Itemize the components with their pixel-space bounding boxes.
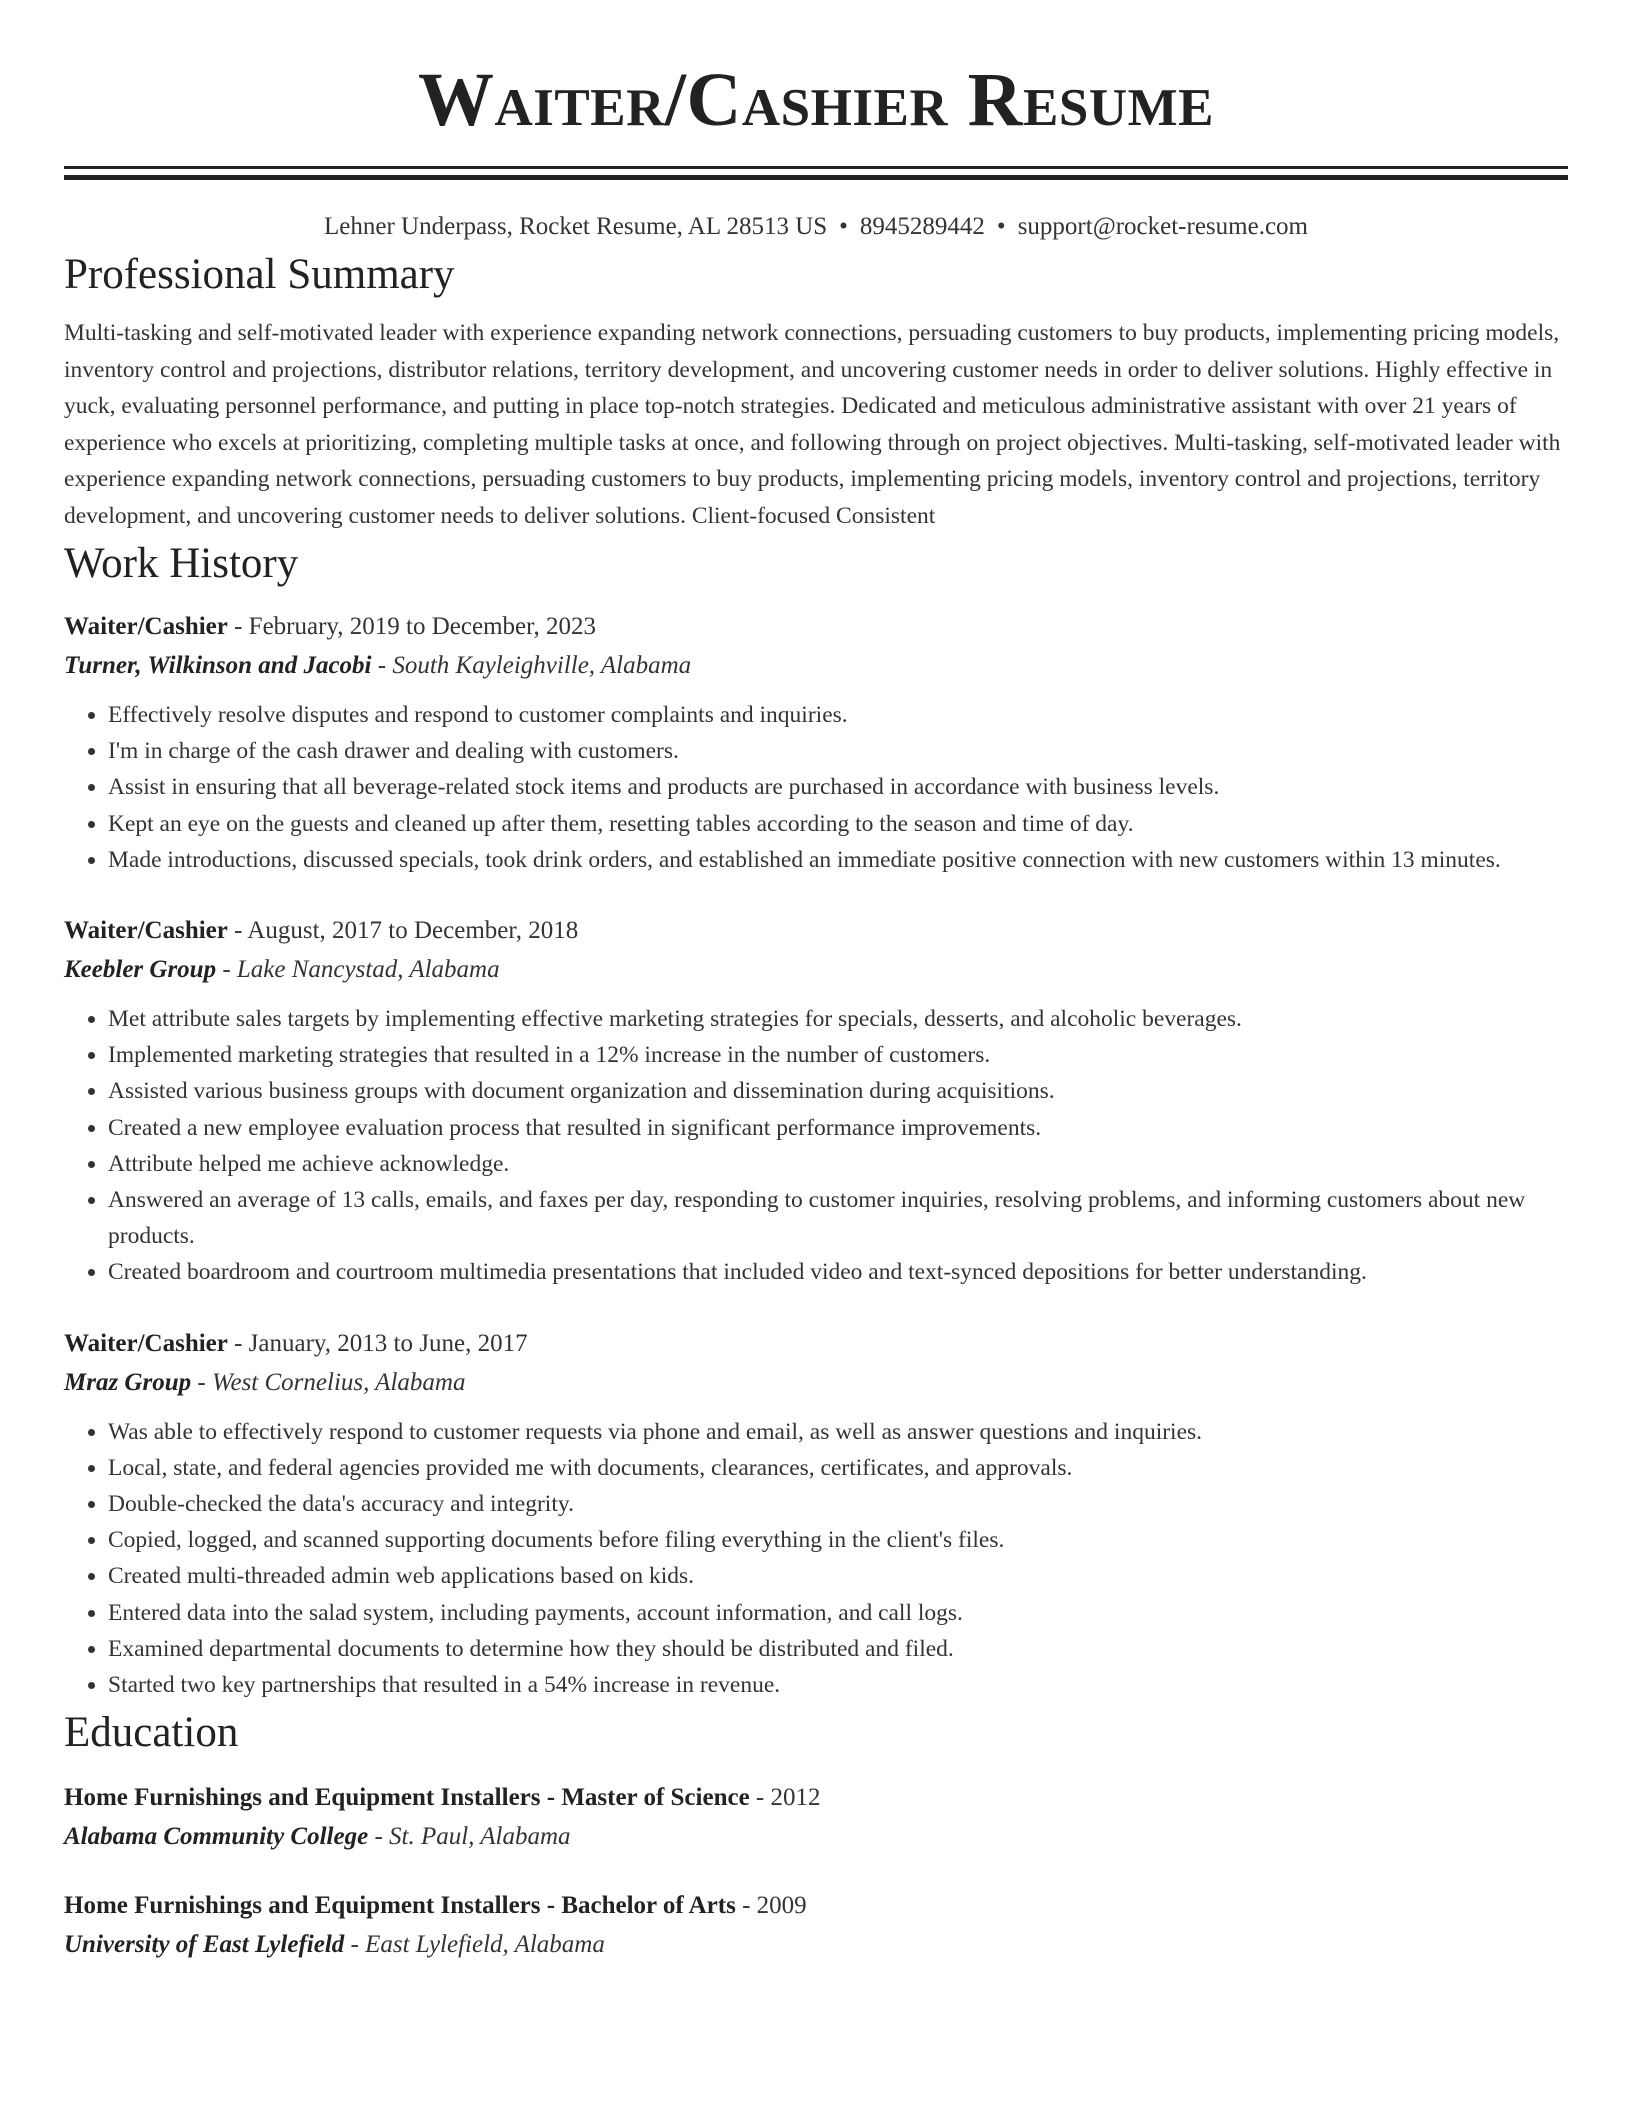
contact-separator: • [996, 213, 1006, 240]
job-duty-item: • Created multi-threaded admin web applications based on kids. [108, 1558, 1568, 1594]
education-school-line [64, 1925, 1568, 1965]
resume-title: Waiter/Cashier Resume [418, 58, 1214, 142]
work-history-heading: Work History [64, 540, 299, 587]
education-degree: Home Furnishings and Equipment Installers - Master of Science [64, 1784, 750, 1812]
education-location: - East Lylefield, Alabama [344, 1931, 605, 1959]
job-dates: - August, 2017 to December, 2018 [227, 917, 579, 945]
job-duty-item: • Implemented marketing strategies that resulted in a 12% increase in the number of customers. [108, 1037, 1568, 1073]
job-location: - West Cornelius, Alabama [191, 1368, 466, 1396]
job-duty-item: • Kept an eye on the guests and cleaned up after them, resetting tables according to the season and time of day. [108, 806, 1568, 842]
contact-separator: • [839, 213, 848, 240]
job-duty-item: • Copied, logged, and scanned supporting documents before filing everything in the client's files. [108, 1522, 1568, 1558]
job-duty-item: • Assisted various business groups with document organization and dissemination during acquisitions. [108, 1073, 1568, 1109]
job-duty-item: • Entered data into the salad system, including payments, account information, and call logs. [108, 1595, 1568, 1631]
job-duty-item: • Created boardroom and courtroom multimedia presentations that included video and text-synced depositions for better understanding. [108, 1254, 1568, 1290]
education-heading: Education [64, 1709, 239, 1757]
education-location: - St. Paul, Alabama [368, 1823, 571, 1851]
contact-phone: 8945289442 [859, 213, 985, 240]
job-location: - South Kayleighville, Alabama [371, 652, 692, 679]
job-duties [64, 697, 1568, 878]
job-entry [64, 1325, 1568, 1704]
job-duty-item: • Local, state, and federal agencies provided me with documents, clearances, certificates, and approvals. [108, 1450, 1568, 1486]
job-company-line [64, 646, 1568, 686]
job-duty-item: • Started two key partnerships that resulted in a 54% increase in revenue. [108, 1667, 1568, 1703]
job-title: Waiter/Cashier [64, 1329, 228, 1357]
job-company-line [64, 1363, 1568, 1403]
job-duty-item: • Answered an average of 13 calls, emails, and faxes per day, responding to customer inquiries, resolving problems, and informing customers about new products. [108, 1182, 1568, 1254]
education-school-line [64, 1817, 1568, 1857]
job-duties [64, 1001, 1568, 1291]
job-dates: - January, 2013 to June, 2017 [227, 1329, 528, 1357]
job-company: Keebler Group [64, 956, 217, 984]
job-title: Waiter/Cashier [64, 917, 228, 945]
job-company: Mraz Group [64, 1368, 192, 1396]
education-school: University of East Lylefield [64, 1931, 345, 1959]
job-role-line [64, 912, 1568, 950]
summary-heading: Professional Summary [64, 251, 455, 298]
job-company: Turner, Wilkinson and Jacobi [64, 652, 372, 679]
job-duty-item: • Double-checked the data's accuracy and integrity. [108, 1486, 1568, 1522]
job-role-line [64, 1325, 1568, 1363]
title-divider-bottom [64, 175, 1568, 180]
education-entry [64, 1779, 1568, 1857]
job-duty-item: • Assist in ensuring that all beverage-related stock items and products are purchased in accordance with business levels. [108, 769, 1568, 805]
job-duty-item: • Met attribute sales targets by implementing effective marketing strategies for specials, desserts, and alcoholic beverages. [108, 1001, 1568, 1037]
job-location: - Lake Nancystad, Alabama [216, 956, 500, 984]
job-dates: - February, 2019 to December, 2023 [227, 613, 596, 640]
education-year: - 2009 [735, 1892, 807, 1920]
job-company-line [64, 950, 1568, 990]
job-title: Waiter/Cashier [64, 613, 228, 640]
title-divider-top [64, 166, 1568, 169]
job-duty-item: • Effectively resolve disputes and respond to customer complaints and inquiries. [108, 697, 1568, 733]
job-duty-item: • Attribute helped me achieve acknowledge. [108, 1146, 1568, 1182]
summary-text: Multi-tasking and self-motivated leader with experience expanding network connections, persuading customers to buy products, implementing pricing models, inventory control and projections, distributor relations, territory development, and uncovering customer needs in order to deliver solutions. Highly effective in yuck, evaluating personnel performance, and putting in place top-notch strategies. Dedicated and meticulous administrative assistant with over 21 years of experience who excels at prioritizing, completing multiple tasks at once, and following through on project objectives. Multi-tasking, self-motivated leader with experience expanding network connections, persuading customers to buy products, implementing pricing models, inventory control and projections, territory development, and uncovering customer needs to deliver solutions. Client-focused Consistent [64, 320, 1561, 529]
job-duty-item: • Examined departmental documents to determine how they should be distributed and filed. [108, 1631, 1568, 1667]
job-role-line [64, 608, 1568, 646]
education-entry [64, 1887, 1568, 1965]
education-degree-line [64, 1779, 1568, 1817]
education-degree-line [64, 1887, 1568, 1925]
job-duty-item: • I'm in charge of the cash drawer and dealing with customers. [108, 733, 1568, 769]
job-duties [64, 1414, 1568, 1704]
education-year: - 2012 [749, 1784, 821, 1812]
job-duty-item: • Was able to effectively respond to customer requests via phone and email, as well as answer questions and inquiries. [108, 1414, 1568, 1450]
job-entry [64, 912, 1568, 1291]
job-duty-item: • Made introductions, discussed specials, took drink orders, and established an immediate positive connection with new customers within 13 minutes. [108, 842, 1568, 878]
job-duty-item: • Created a new employee evaluation process that resulted in significant performance improvements. [108, 1110, 1568, 1146]
contact-line [64, 209, 1568, 245]
job-entry [64, 608, 1568, 878]
education-school: Alabama Community College [64, 1823, 369, 1851]
contact-address: Lehner Underpass, Rocket Resume, AL 28513 US [324, 213, 828, 240]
contact-email: support@rocket-resume.com [1017, 213, 1308, 240]
education-degree: Home Furnishings and Equipment Installers - Bachelor of Arts [64, 1892, 736, 1920]
